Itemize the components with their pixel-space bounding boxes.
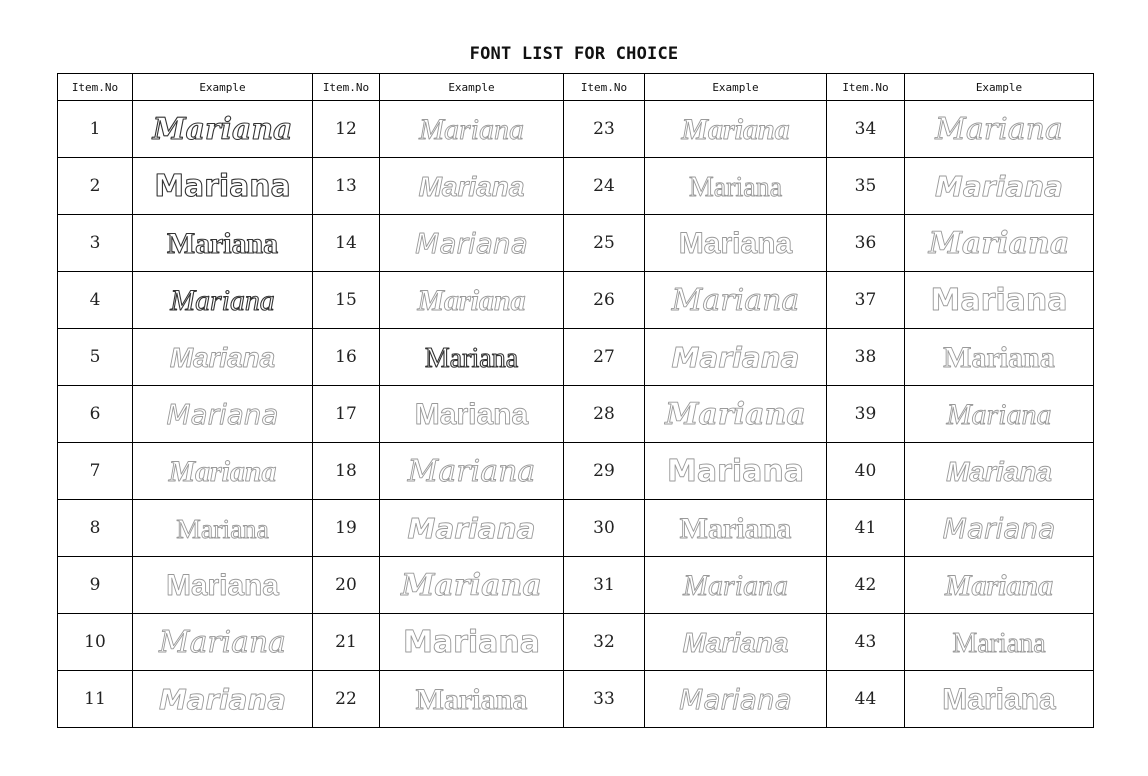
mariana-sample-image — [380, 614, 563, 670]
item-number: 34 — [827, 101, 905, 158]
mariana-sample-image — [905, 443, 1093, 499]
mariana-sample-image — [645, 386, 826, 442]
table-row — [58, 101, 1094, 158]
font-example — [905, 329, 1094, 386]
item-number: 20 — [313, 557, 380, 614]
sample-word: Mariana — [928, 226, 1070, 261]
font-example — [380, 557, 564, 614]
font-example — [133, 614, 313, 671]
sample-word: Mariana — [930, 283, 1068, 318]
item-number: 25 — [564, 215, 645, 272]
item-number: 11 — [58, 671, 133, 728]
item-number: 17 — [313, 386, 380, 443]
mariana-sample-image — [133, 386, 312, 442]
font-example — [905, 101, 1094, 158]
item-number: 35 — [827, 158, 905, 215]
mariana-sample-image — [380, 557, 563, 613]
font-example — [905, 443, 1094, 500]
item-number: 4 — [58, 272, 133, 329]
item-number: 7 — [58, 443, 133, 500]
font-example — [905, 614, 1094, 671]
sample-word: Mariana — [407, 512, 536, 545]
mariana-sample-image — [380, 215, 563, 271]
page-title: FONT LIST FOR CHOICE — [469, 44, 679, 64]
mariana-sample-image — [380, 500, 563, 556]
table-row — [58, 614, 1094, 671]
item-number: 33 — [564, 671, 645, 728]
item-number: 28 — [564, 386, 645, 443]
item-number: 27 — [564, 329, 645, 386]
sample-word: Mariana — [946, 456, 1052, 487]
sample-word: Mariana — [944, 569, 1054, 602]
sample-word: Mariana — [154, 168, 291, 204]
item-number: 8 — [58, 500, 133, 557]
mariana-sample-image — [645, 500, 826, 556]
mariana-sample-image — [133, 101, 312, 157]
font-example — [905, 272, 1094, 329]
font-example — [133, 386, 313, 443]
item-number: 38 — [827, 329, 905, 386]
item-number: 3 — [58, 215, 133, 272]
mariana-sample-image — [645, 443, 826, 499]
item-number: 2 — [58, 158, 133, 215]
mariana-sample-image — [905, 101, 1093, 157]
sample-word: Mariana — [671, 283, 800, 318]
sample-word: Mariana — [683, 569, 788, 602]
font-example — [380, 671, 564, 728]
font-example — [380, 386, 564, 443]
font-example — [645, 671, 827, 728]
sample-word: Mariana — [401, 568, 542, 603]
sample-word: Mariana — [407, 454, 536, 489]
item-number: 24 — [564, 158, 645, 215]
header-item-no: Item.No — [58, 74, 133, 101]
item-number: 9 — [58, 557, 133, 614]
item-number: 37 — [827, 272, 905, 329]
sample-word: Mariana — [942, 683, 1056, 716]
sample-word: Mariana — [679, 683, 792, 716]
mariana-sample-image — [905, 158, 1093, 214]
font-example — [905, 215, 1094, 272]
header-example: Example — [645, 74, 827, 101]
table-row — [58, 272, 1094, 329]
mariana-sample-image — [905, 329, 1093, 385]
mariana-sample-image — [905, 500, 1093, 556]
item-number: 39 — [827, 386, 905, 443]
item-number: 26 — [564, 272, 645, 329]
mariana-sample-image — [380, 329, 563, 385]
mariana-sample-image — [380, 671, 563, 727]
font-example — [645, 386, 827, 443]
table-row — [58, 443, 1094, 500]
sample-word: Mariana — [169, 341, 276, 373]
item-number: 19 — [313, 500, 380, 557]
mariana-sample-image — [380, 158, 563, 214]
mariana-sample-image — [905, 557, 1093, 613]
item-number: 29 — [564, 443, 645, 500]
sample-word: Mariana — [170, 283, 275, 317]
sample-word: Mariana — [159, 624, 286, 660]
sample-word: Mariana — [946, 398, 1052, 431]
font-example — [645, 215, 827, 272]
font-example — [133, 101, 313, 158]
font-example — [133, 500, 313, 557]
item-number: 13 — [313, 158, 380, 215]
item-number: 32 — [564, 614, 645, 671]
sample-word: Mariana — [666, 454, 805, 489]
item-number: 21 — [313, 614, 380, 671]
mariana-sample-image — [133, 557, 312, 613]
font-example — [905, 158, 1094, 215]
header-row — [58, 74, 1094, 101]
table-row — [58, 329, 1094, 386]
mariana-sample-image — [133, 443, 312, 499]
header-item-no: Item.No — [313, 74, 380, 101]
font-example — [905, 671, 1094, 728]
item-number: 41 — [827, 500, 905, 557]
item-number: 12 — [313, 101, 380, 158]
table-row — [58, 671, 1094, 728]
font-example — [645, 557, 827, 614]
sample-word: Mariana — [681, 113, 790, 146]
sample-word: Mariana — [665, 397, 806, 432]
item-number: 18 — [313, 443, 380, 500]
header-example: Example — [133, 74, 313, 101]
sample-word: Mariana — [682, 627, 789, 658]
sample-word: Mariana — [952, 628, 1046, 659]
item-number: 31 — [564, 557, 645, 614]
font-example — [133, 215, 313, 272]
font-example — [380, 500, 564, 557]
font-example — [645, 500, 827, 557]
table-row — [58, 215, 1094, 272]
item-number: 10 — [58, 614, 133, 671]
mariana-sample-image — [645, 158, 826, 214]
font-example — [645, 614, 827, 671]
sample-word: Mariana — [166, 568, 279, 602]
font-example — [133, 158, 313, 215]
header-example: Example — [905, 74, 1094, 101]
font-example — [380, 158, 564, 215]
mariana-sample-image — [380, 272, 563, 328]
item-number: 43 — [827, 614, 905, 671]
font-example — [380, 101, 564, 158]
font-example — [380, 215, 564, 272]
mariana-sample-image — [645, 272, 826, 328]
mariana-sample-image — [645, 101, 826, 157]
sample-word: Mariana — [943, 341, 1055, 374]
mariana-sample-image — [380, 443, 563, 499]
item-number: 15 — [313, 272, 380, 329]
sample-word: Mariana — [414, 398, 529, 431]
sample-word: Mariana — [168, 454, 277, 488]
item-number: 1 — [58, 101, 133, 158]
mariana-sample-image — [133, 158, 312, 214]
item-number: 40 — [827, 443, 905, 500]
mariana-sample-image — [133, 272, 312, 328]
mariana-sample-image — [645, 671, 826, 727]
sample-word: Mariana — [402, 625, 541, 660]
font-example — [380, 614, 564, 671]
font-example — [133, 557, 313, 614]
font-example — [133, 272, 313, 329]
font-example — [645, 158, 827, 215]
sample-word: Mariana — [166, 226, 279, 260]
mariana-sample-image — [905, 386, 1093, 442]
item-number: 16 — [313, 329, 380, 386]
mariana-sample-image — [905, 671, 1093, 727]
sample-word: Mariana — [417, 284, 526, 317]
item-number: 22 — [313, 671, 380, 728]
mariana-sample-image — [133, 614, 312, 670]
table-row — [58, 500, 1094, 557]
item-number: 6 — [58, 386, 133, 443]
mariana-sample-image — [380, 386, 563, 442]
item-number: 14 — [313, 215, 380, 272]
font-example — [645, 329, 827, 386]
sample-word: Mariana — [424, 343, 519, 374]
item-number: 30 — [564, 500, 645, 557]
item-number: 44 — [827, 671, 905, 728]
mariana-sample-image — [133, 671, 312, 727]
mariana-sample-image — [133, 215, 312, 271]
font-example — [133, 671, 313, 728]
table-row — [58, 557, 1094, 614]
mariana-sample-image — [905, 215, 1093, 271]
sample-word: Mariana — [419, 113, 524, 146]
item-number: 36 — [827, 215, 905, 272]
sample-word: Mariana — [152, 111, 293, 147]
font-example — [380, 272, 564, 329]
sample-word: Mariana — [935, 112, 1063, 147]
sample-word: Mariana — [671, 341, 800, 374]
font-example — [380, 329, 564, 386]
mariana-sample-image — [645, 215, 826, 271]
table-row — [58, 158, 1094, 215]
sample-word: Mariana — [166, 397, 279, 431]
font-example — [905, 386, 1094, 443]
font-example — [645, 101, 827, 158]
table-row — [58, 386, 1094, 443]
mariana-sample-image — [905, 614, 1093, 670]
item-number: 5 — [58, 329, 133, 386]
mariana-sample-image — [645, 614, 826, 670]
font-list-table — [57, 73, 1094, 728]
font-example — [645, 272, 827, 329]
sample-word: Mariana — [679, 512, 792, 545]
sample-word: Mariana — [415, 227, 528, 260]
sample-word: Mariana — [678, 227, 793, 260]
sample-word: Mariana — [158, 682, 287, 716]
font-example — [380, 443, 564, 500]
mariana-sample-image — [380, 101, 563, 157]
font-example — [133, 329, 313, 386]
header-item-no: Item.No — [564, 74, 645, 101]
sample-word: Mariana — [415, 683, 528, 716]
font-example — [905, 557, 1094, 614]
font-rows — [58, 101, 1094, 728]
mariana-sample-image — [645, 329, 826, 385]
mariana-sample-image — [133, 500, 312, 556]
mariana-sample-image — [645, 557, 826, 613]
item-number: 23 — [564, 101, 645, 158]
sample-word: Mariana — [688, 172, 783, 203]
sample-word: Mariana — [935, 170, 1063, 203]
header-example: Example — [380, 74, 564, 101]
font-example — [905, 500, 1094, 557]
font-example — [133, 443, 313, 500]
font-example — [645, 443, 827, 500]
item-number: 42 — [827, 557, 905, 614]
header-item-no: Item.No — [827, 74, 905, 101]
sample-word: Mariana — [942, 512, 1056, 545]
mariana-sample-image — [133, 329, 312, 385]
sample-word: Mariana — [418, 171, 525, 202]
sample-word: Mariana — [176, 513, 269, 545]
mariana-sample-image — [905, 272, 1093, 328]
